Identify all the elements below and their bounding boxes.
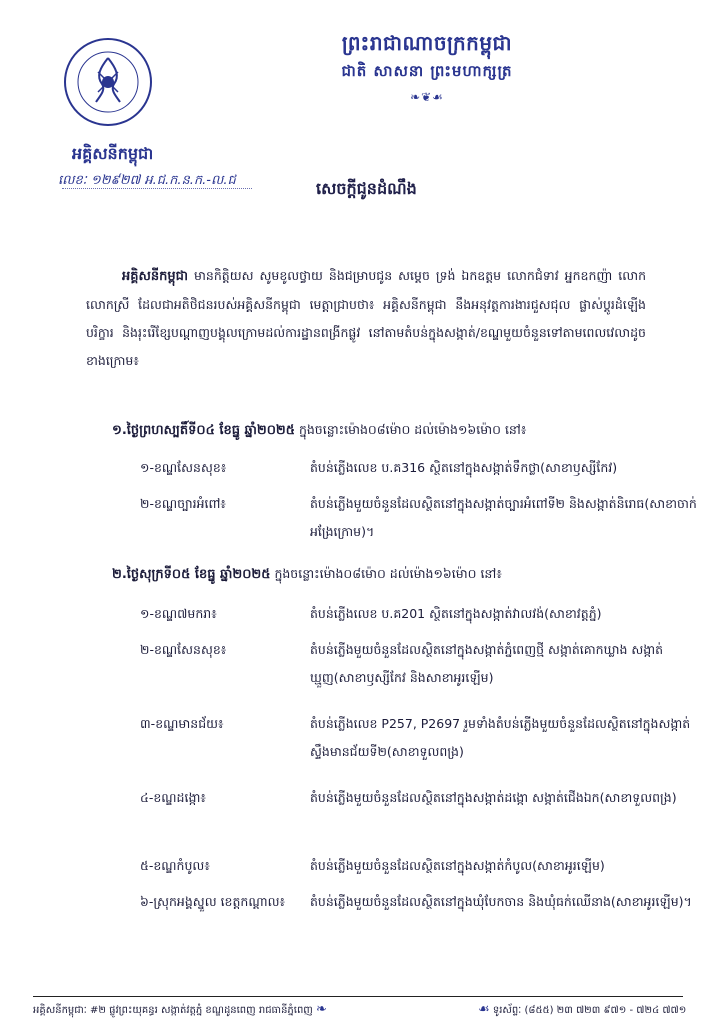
kingdom-line-2: ជាតិ សាសនា ព្រះមហាក្សត្រ bbox=[341, 62, 513, 80]
fleur-icon: ☙ bbox=[478, 1002, 490, 1017]
list-item bbox=[140, 636, 700, 692]
ornament: ❧❦☙ bbox=[410, 90, 444, 104]
item-text: តំបន់ភ្លើងមួយចំនួនដែលស្ថិតនៅក្នុងសង្កាត់ភ្នំពេញថ្មី សង្កាត់គោកឃ្លាង សង្កាត់ឃ្មួញ(សាខាឫស្សីកែវ និងសាខាអូរឡើម) bbox=[310, 642, 664, 685]
item-text: តំបន់ភ្លើងលេខ ប.គ316 ស្ថិតនៅក្នុងសង្កាត់ទឹកថ្លា(សាខាឫស្សីកែវ) bbox=[310, 460, 618, 475]
item-label: ៣-ខណ្ឌមានជ័យ៖ bbox=[140, 716, 224, 731]
item-label: ១-ខណ្ឌសែនសុខ៖ bbox=[140, 460, 227, 475]
item-text: តំបន់ភ្លើងមួយចំនួនដែលស្ថិតនៅក្នុងឃុំបែកចាន និងឃុំធក់ឈើនាង(សាខាអូរឡើម)។ bbox=[310, 894, 692, 909]
item-label: ៦-ស្រុកអង្គស្នួល ខេត្តកណ្តាល៖ bbox=[140, 894, 285, 909]
section2-date: ២.ថ្ងៃសុក្រទី០៥ ខែធ្នូ ឆ្នាំ២០២៥ bbox=[112, 567, 271, 582]
footer-divider bbox=[33, 996, 683, 997]
reference-underline bbox=[62, 188, 252, 189]
intro-paragraph bbox=[86, 262, 646, 375]
edc-logo bbox=[62, 36, 154, 128]
list-item bbox=[140, 600, 700, 628]
list-item bbox=[140, 490, 700, 546]
section1-time: ក្នុងចន្លោះម៉ោង០៨ម៉ោ០ ដល់ម៉ោង១៦ម៉ោ០ នៅ៖ bbox=[294, 422, 527, 437]
list-item bbox=[140, 710, 700, 766]
intro-text: មានកិត្តិយស សូមខូលថ្វាយ និងជម្រាបជូន សម្តេច ទ្រង់ ឯកឧត្តម លោកជំទាវ អ្នកឧកញ៉ា លោក លោកស្រី ដែលជាអតិថិជនរបស់អគ្គិសនីកម្ពុជា មេត្តាជ្រាបថា៖ អគ្គិសនីកម្ពុជា នឹងអនុវត្តការងារជួសជុល ផ្លាស់ប្តូរដំឡើងបរិក្ខារ និងរុះរើខ្សែបណ្តាញបង្គុលក្រោមដល់ការដ្ឋានពង្រីកផ្លូវ នៅតាមតំបន់ក្នុងសង្កាត់/ខណ្ឌមួយចំនួនទៅតាមពេលវេលាដូចខាងក្រោម៖ bbox=[86, 268, 646, 368]
item-label: ២-ខណ្ឌច្បារអំពៅ៖ bbox=[140, 496, 226, 511]
footer-phone bbox=[478, 1002, 686, 1018]
list-item bbox=[140, 784, 700, 840]
item-label: ៥-ខណ្ឌកំបូល៖ bbox=[140, 858, 210, 873]
reference-number: លេខៈ ១២៩២៧ អ.ជ.ក.ន.ក.-ល.ជ bbox=[58, 173, 236, 188]
section1-date: ១.ថ្ងៃព្រហស្បតិ៍ទី០៤ ខែធ្នូ ឆ្នាំ២០២៥ bbox=[112, 423, 295, 438]
list-item bbox=[140, 454, 700, 482]
item-text: តំបន់ភ្លើងលេខ ប.គ201 ស្ថិតនៅក្នុងសង្កាត់វាលវង់(សាខាវត្តភ្នំ) bbox=[310, 606, 602, 621]
section2-time: ក្នុងចន្លោះម៉ោង០៨ម៉ោ០ ដល់ម៉ោង១៦ម៉ោ០ នៅ៖ bbox=[270, 566, 502, 581]
footer-address-text: អគ្គិសនីកម្ពុជាៈ #២ ផ្លូវព្រះយុគន្ធរ សង្កាត់វត្តភ្នំ ខណ្ឌដូនពេញ រាជធានីភ្នំពេញ bbox=[33, 1005, 313, 1016]
list-item bbox=[140, 888, 700, 944]
list-item bbox=[140, 852, 700, 880]
item-label: ៤-ខណ្ឌដង្កោ៖ bbox=[140, 790, 206, 805]
item-text: តំបន់ភ្លើងលេខ P257, P2697 រួមទាំងតំបន់ភ្លើងមួយចំនួនដែលស្ថិតនៅក្នុងសង្កាត់ស្ទឹងមានជ័យទី២(សាខាទួលពង្រ) bbox=[310, 716, 691, 759]
item-text: តំបន់ភ្លើងមួយចំនួនដែលស្ថិតនៅក្នុងសង្កាត់ច្បារអំពៅទី២ និងសង្កាត់និរោធ(សាខាចាក់អង្រែក្រោម)។ bbox=[310, 496, 697, 539]
kingdom-heading bbox=[282, 30, 572, 104]
kingdom-line-1: ព្រះរាជាណាចក្រកម្ពុជា bbox=[341, 31, 513, 55]
item-text: តំបន់ភ្លើងមួយចំនួនដែលស្ថិតនៅក្នុងសង្កាត់កំបូល(សាខាអូរឡើម) bbox=[310, 858, 605, 873]
org-name: អគ្គិសនីកម្ពុជា bbox=[72, 144, 154, 163]
section2-heading bbox=[112, 566, 502, 585]
intro-org: អគ្គិសនីកម្ពុជា bbox=[122, 269, 189, 284]
item-label: ១-ខណ្ឌ៧មករា៖ bbox=[140, 606, 217, 621]
footer-address bbox=[33, 1002, 327, 1018]
footer-phone-text: ទូរស័ព្ទៈ (៨៥៥) ២៣ ៧២៣ ៩៧១ - ៧២៤ ៧៧១ bbox=[492, 1005, 687, 1016]
item-label: ២-ខណ្ឌសែនសុខ៖ bbox=[140, 642, 227, 657]
document-title: សេចក្តីជូនដំណឹង bbox=[316, 179, 417, 198]
section1-heading bbox=[112, 422, 526, 441]
item-text: តំបន់ភ្លើងមួយចំនួនដែលស្ថិតនៅក្នុងសង្កាត់ដង្កោ សង្កាត់ជើងឯក(សាខាទួលពង្រ) bbox=[310, 790, 677, 805]
fleur-icon: ❧ bbox=[316, 1002, 327, 1017]
